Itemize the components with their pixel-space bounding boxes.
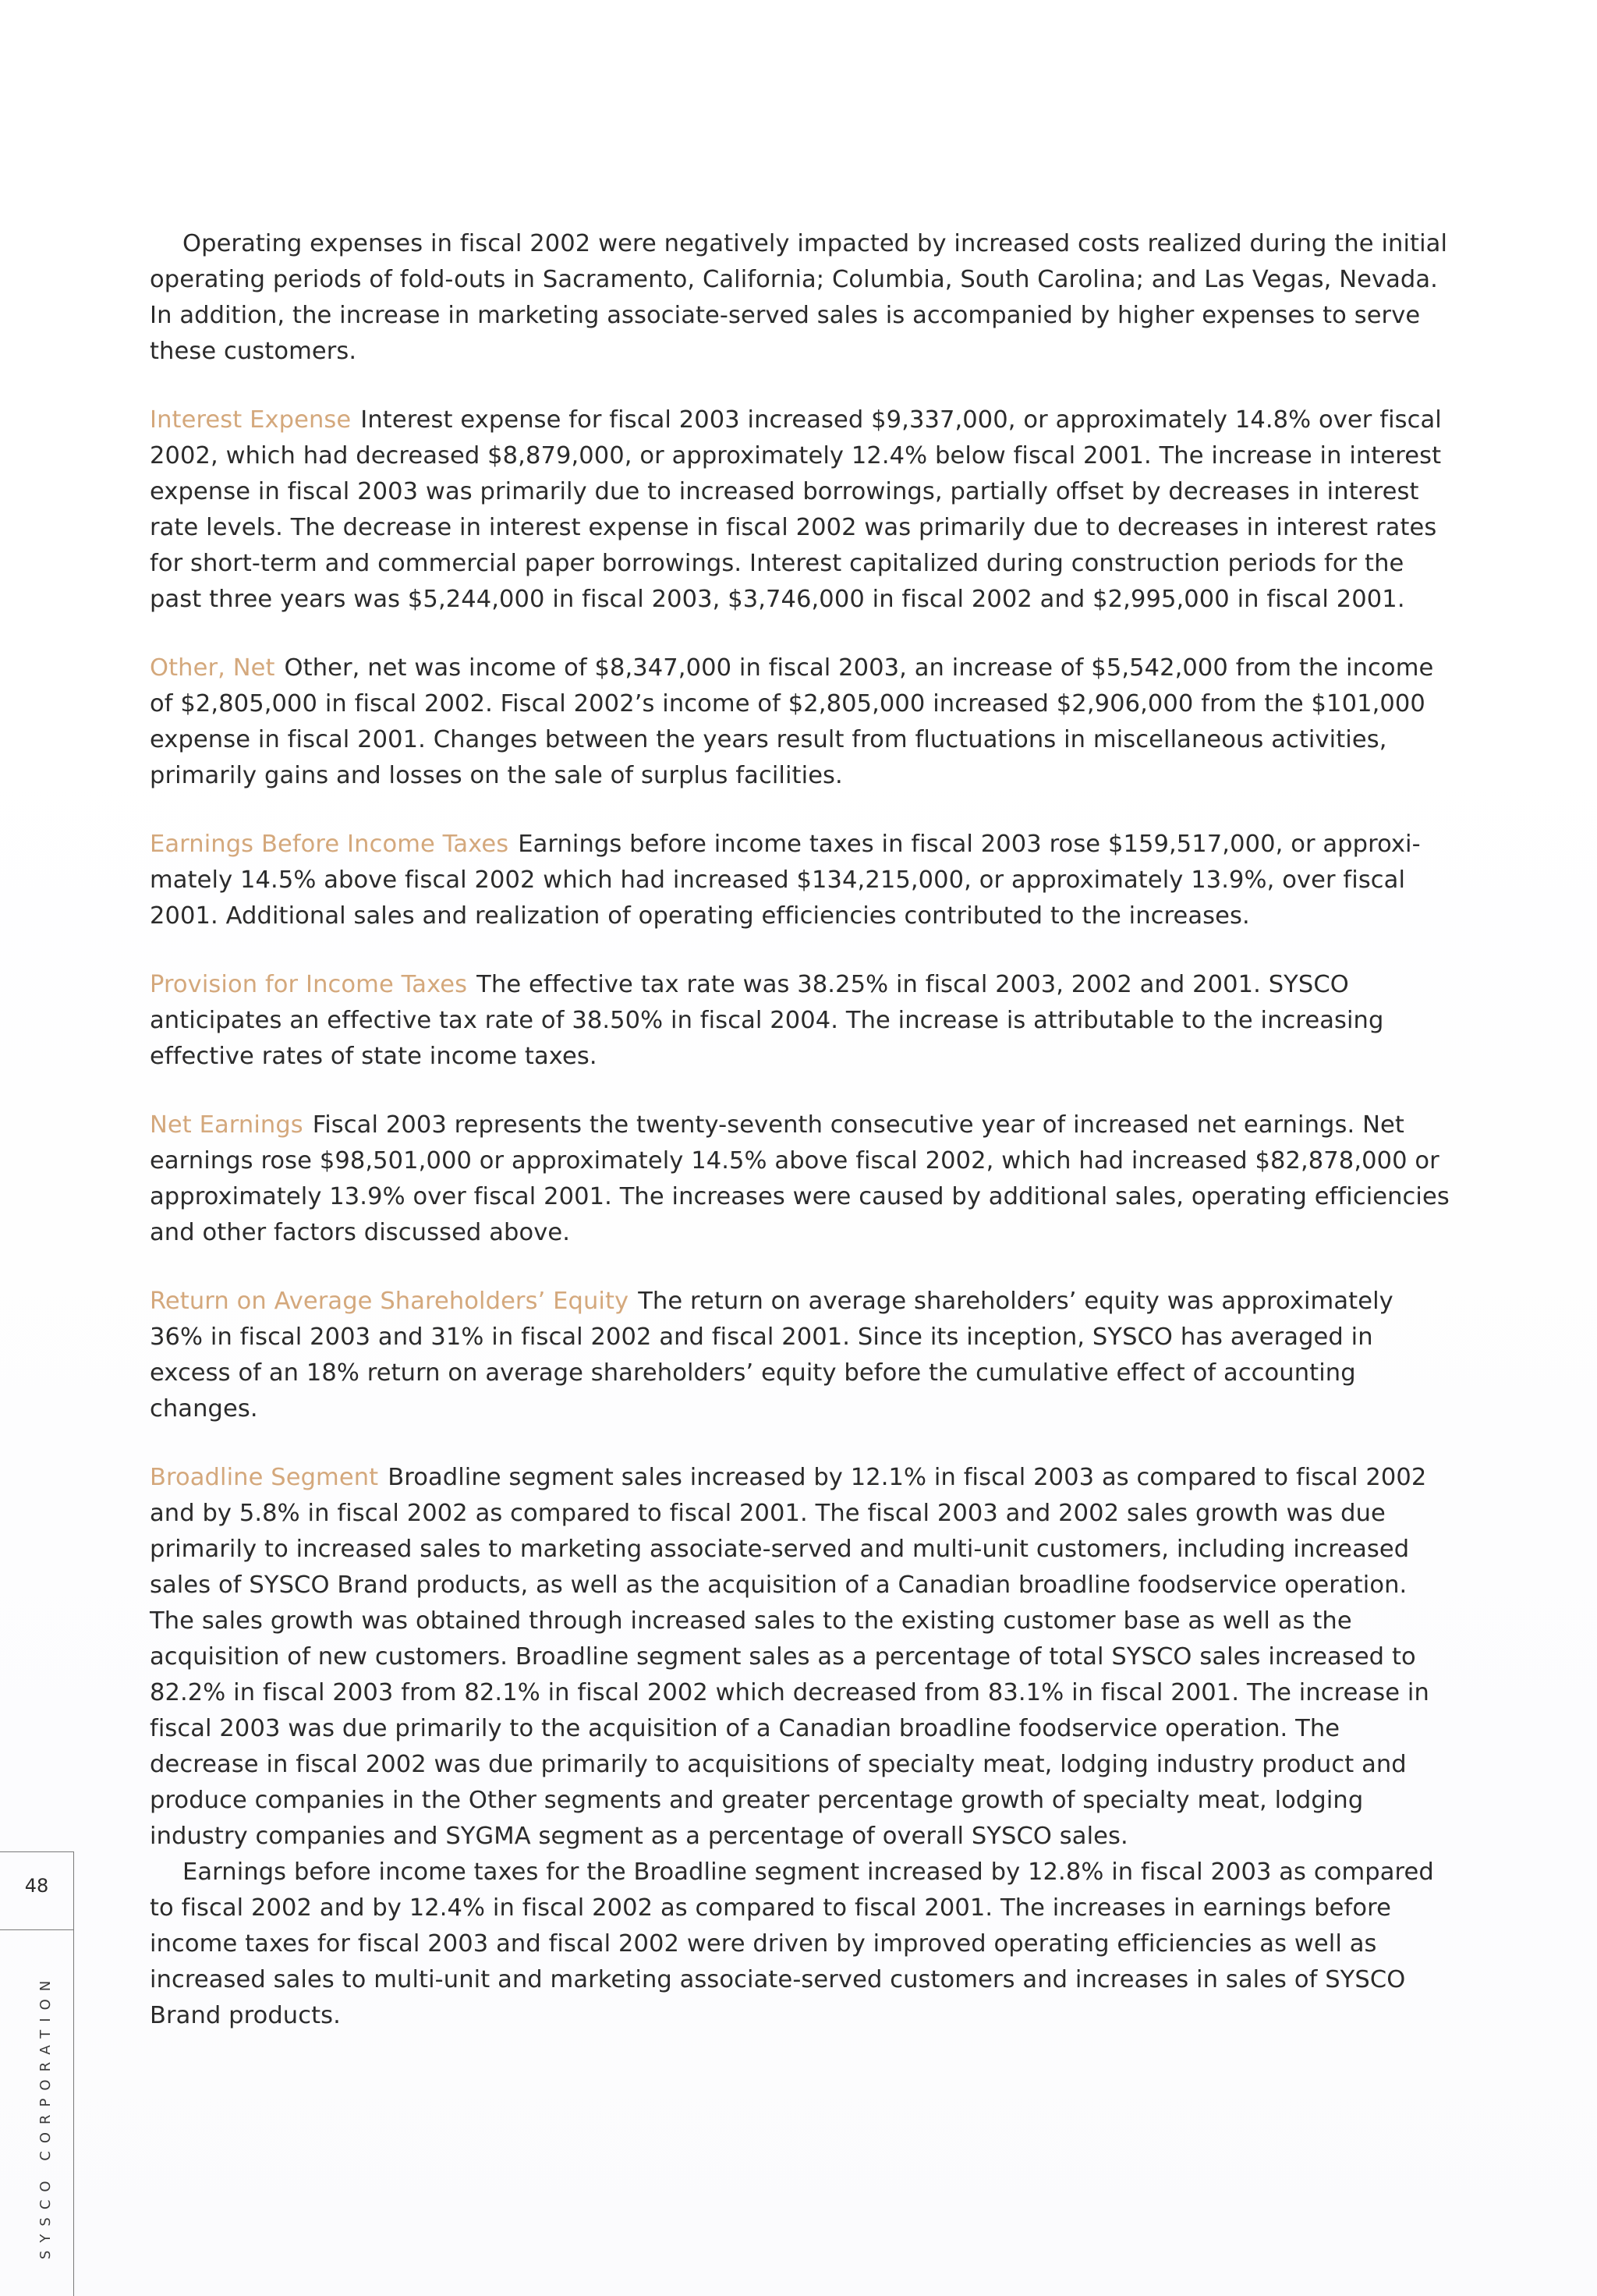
page-number: 48 [24,1875,49,1897]
paragraph-interest-expense [150,402,1454,618]
section-heading: Return on Average Shareholders’ Equity [150,1288,629,1315]
page-number-bottom-rule [0,1929,73,1930]
paragraph-return-on-equity [150,1284,1454,1427]
body-text [150,226,1454,2067]
paragraph-text: Broadline segment sales increased by 12.1% in fiscal 2003 as compared to fiscal 2002 and by 5.8% in fiscal 2002 as compared to fiscal 2001. The fiscal 2003 and 2002 sales growth was due primarily to increased sales to marketing associate-served and multi-unit customers, including increased sales of SYSCO Brand products, as well as the acquisition of a Canadian broadline foodservice operation. The sales growth was obtained through increased sales to the existing customer base as well as the acquisition of new customers. Broadline segment sales as a percentage of total SYSCO sales increased to 82.2% in fiscal 2003 from 82.1% in fiscal 2002 which decreased from 83.1% in fiscal 2001. The increase in fiscal 2003 was due primarily to the acquisition of a Canadian broadline foodservice operation. The decrease in fiscal 2002 was due primarily to acquisitions of specialty meat, lodging industry product and produce companies in the Other segments and greater percentage growth of specialty meat, lodging industry companies and SYGMA segment as a percentage of overall SYSCO sales. [150,1464,1429,1850]
paragraph-broadline-earnings [150,1855,1454,2034]
section-heading: Net Earnings [150,1111,303,1139]
paragraph-text: The effective tax rate was 38.25% in fiscal 2003, 2002 and 2001. SYSCO anticipates an effective tax rate of 38.50% in fiscal 2004. The increase is attributable to the increasing effective rates of state income taxes. [150,971,1384,1070]
paragraph-text: The return on average shareholders’ equity was approximately 36% in fiscal 2003 and 31% in fiscal 2002 and fiscal 2001. Since its inception, SYSCO has averaged in excess of an 18% return on average shareholders’ equity before the cumulative effect of accounting changes. [150,1288,1393,1423]
paragraph-broadline-segment [150,1460,1454,1855]
paragraph-text: Operating expenses in fiscal 2002 were negatively impacted by increased costs realized during the initial operating periods of fold-outs in Sacramento, California; Columbia, South Carolina; and Las Vegas, Nevada. In addition, the increase in marketing associate-served sales is accompanied by higher expenses to serve these customers. [150,230,1448,365]
page-number-top-rule [0,1851,73,1852]
margin-vertical-rule [73,1851,74,2296]
paragraph-text: Other, net was income of $8,347,000 in fiscal 2003, an increase of $5,542,000 from the income of $2,805,000 in fiscal 2002. Fiscal 2002’s income of $2,805,000 increased $2,906,000 from the $101,000 expense in fiscal 2001. Changes between the years result from fluctuations in miscellaneous activities, primarily gains and losses on the sale of surplus facilities. [150,654,1434,789]
company-name-vertical: SYSCO CORPORATION [37,1972,54,2259]
paragraph-other-net [150,650,1454,794]
paragraph-net-earnings [150,1107,1454,1251]
section-heading: Other, Net [150,654,275,682]
section-heading: Provision for Income Taxes [150,971,468,998]
paragraph-text: Earnings before income taxes in fiscal 2003 rose $159,517,000, or approxi-mately 14.5% above fiscal 2002 which had increased $134,215,000, or approximately 13.9%, over fiscal 2001. Additional sales and realization of operating efficiencies contributed to the increases. [150,831,1421,930]
paragraph-text: Earnings before income taxes for the Broadline segment increased by 12.8% in fiscal 2003 as compared to fiscal 2002 and by 12.4% in fiscal 2002 as compared to fiscal 2001. The increases in earnings before income taxes for fiscal 2003 and fiscal 2002 were driven by improved operating efficiencies as well as increased sales to multi-unit and marketing associate-served customers and increases in sales of SYSCO Brand products. [150,1858,1434,2029]
paragraph-text: Fiscal 2003 represents the twenty-seventh consecutive year of increased net earnings. Net earnings rose $98,501,000 or approximately 14.5% above fiscal 2002, which had increased $82,878,000 or approximately 13.9% over fiscal 2001. The increases were caused by additional sales, operating efficiencies and other factors discussed above. [150,1111,1450,1246]
paragraph-text: Interest expense for fiscal 2003 increased $9,337,000, or approximately 14.8% over fiscal 2002, which had decreased $8,879,000, or approximately 12.4% below fiscal 2001. The increase in interest expense in fiscal 2003 was primarily due to increased borrowings, partially offset by decreases in interest rate levels. The decrease in interest expense in fiscal 2002 was primarily due to decreases in interest rates for short-term and commercial paper borrowings. Interest capitalized during construction periods for the past three years was $5,244,000 in fiscal 2003, $3,746,000 in fiscal 2002 and $2,995,000 in fiscal 2001. [150,406,1442,613]
paragraph-operating-expenses [150,226,1454,370]
section-heading: Interest Expense [150,406,352,434]
section-heading: Broadline Segment [150,1464,379,1491]
paragraph-provision-income-taxes [150,967,1454,1075]
section-heading: Earnings Before Income Taxes [150,831,509,858]
paragraph-earnings-before-income-taxes [150,827,1454,934]
